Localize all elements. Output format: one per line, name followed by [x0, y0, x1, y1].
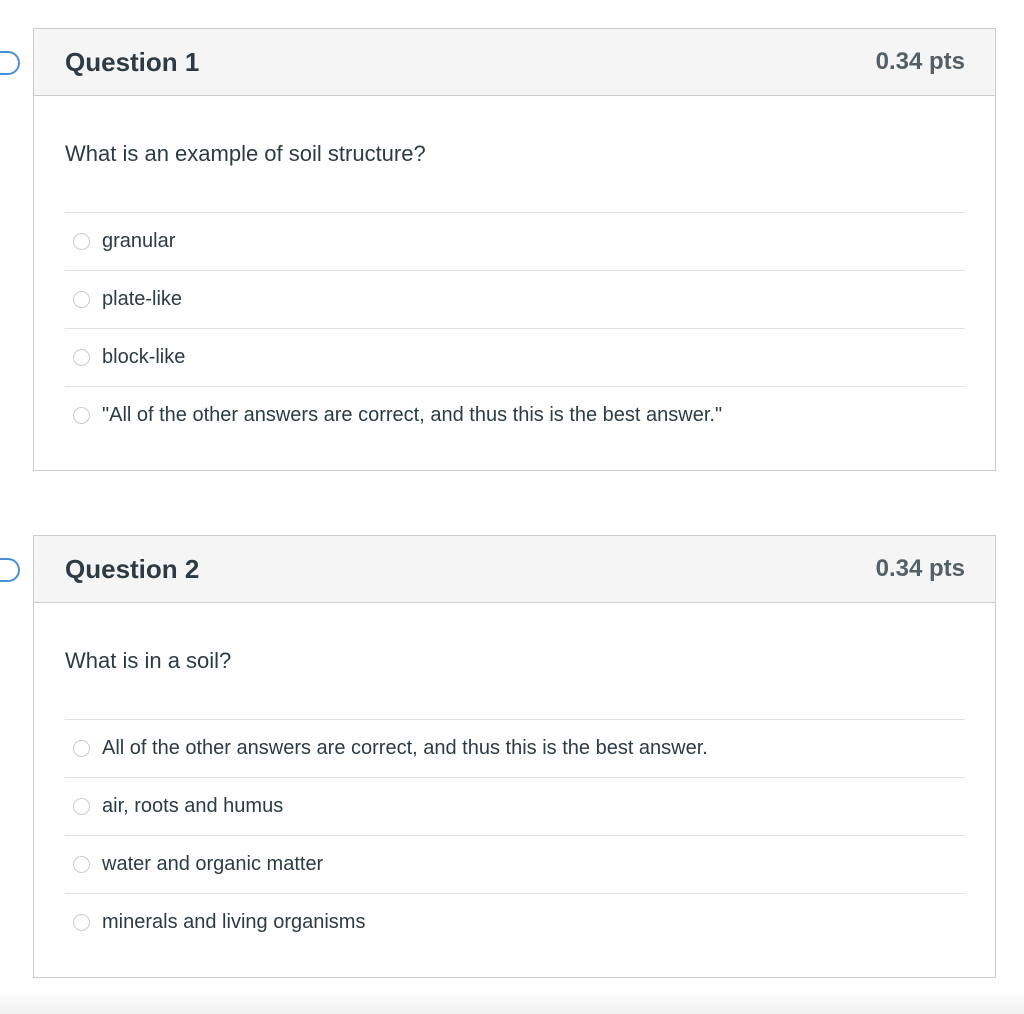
answer-label: block-like	[102, 346, 186, 368]
answer-option[interactable]	[65, 329, 965, 387]
question-title: Question 1	[65, 46, 200, 77]
question-points: 0.34 pts	[875, 555, 965, 582]
answer-list	[65, 719, 965, 951]
answer-option[interactable]	[65, 836, 965, 894]
radio-button[interactable]	[73, 914, 90, 931]
answer-label: minerals and living organisms	[102, 911, 366, 933]
radio-button[interactable]	[73, 798, 90, 815]
answer-label: air, roots and humus	[102, 795, 284, 817]
page-bottom-shade	[0, 990, 1024, 1014]
answer-option[interactable]	[65, 387, 965, 444]
radio-button[interactable]	[73, 291, 90, 308]
flag-question-icon[interactable]	[0, 51, 20, 75]
answer-option[interactable]	[65, 894, 965, 951]
answer-label: "All of the other answers are correct, and thus this is the best answer."	[102, 404, 723, 426]
radio-button[interactable]	[73, 349, 90, 366]
answer-option[interactable]	[65, 720, 965, 778]
question-2	[33, 535, 996, 978]
answer-label: plate-like	[102, 288, 183, 310]
answer-option[interactable]	[65, 213, 965, 271]
question-header	[34, 536, 995, 603]
answer-option[interactable]	[65, 271, 965, 329]
question-title: Question 2	[65, 553, 200, 584]
answer-label: All of the other answers are correct, and thus this is the best answer.	[102, 737, 708, 759]
flag-question-icon[interactable]	[0, 558, 20, 582]
radio-button[interactable]	[73, 740, 90, 757]
answer-list	[65, 212, 965, 444]
answer-label: granular	[102, 230, 176, 252]
question-1	[33, 28, 996, 471]
radio-button[interactable]	[73, 407, 90, 424]
question-points: 0.34 pts	[875, 48, 965, 75]
radio-button[interactable]	[73, 856, 90, 873]
question-text: What is an example of soil structure?	[65, 141, 426, 166]
question-text: What is in a soil?	[65, 648, 232, 673]
answer-label: water and organic matter	[102, 853, 324, 875]
answer-option[interactable]	[65, 778, 965, 836]
question-header	[34, 29, 995, 96]
radio-button[interactable]	[73, 233, 90, 250]
